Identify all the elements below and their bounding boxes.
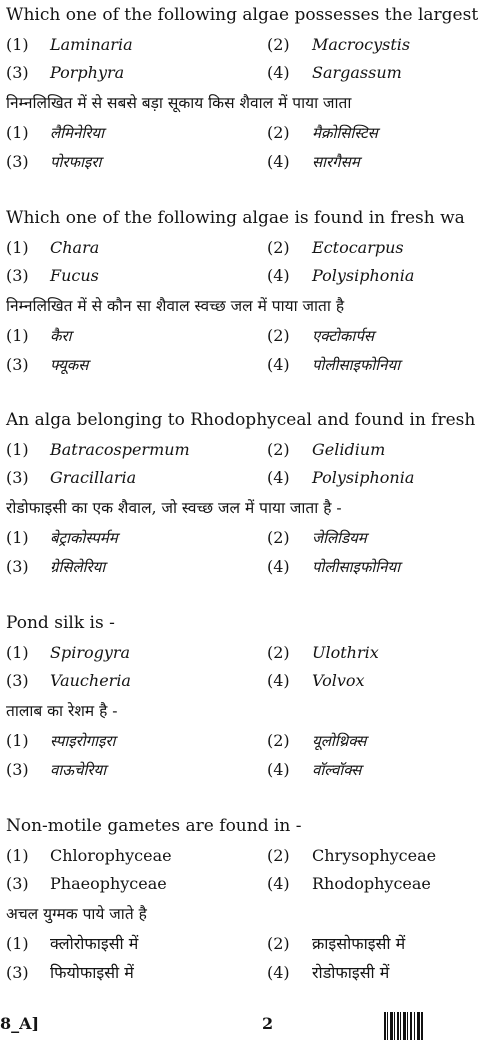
option-number: (1) [6,123,29,142]
option-number: (2) [267,238,290,257]
option-en: Chrysophyceae [312,846,437,865]
option-number: (4) [267,266,290,285]
option-hi: मैक्रोसिस्टिस [312,124,378,142]
option-number: (3) [6,963,29,982]
option-hi: वॉल्वॉक्स [312,761,362,779]
question-text-hi: निम्नलिखित में से सबसे बड़ा सूकाय किस शैवाल में पाया जाता [6,94,352,112]
option-en: Gracillaria [50,468,137,487]
option-number: (4) [267,557,290,576]
option-en: Polysiphonia [312,468,415,487]
option-en: Phaeophyceae [50,874,167,893]
option-en: Rhodophyceae [312,874,431,893]
option-number: (1) [6,326,29,345]
option-hi: फियोफाइसी में [50,963,134,982]
option-number: (4) [267,963,290,982]
option-number: (4) [267,152,290,171]
option-number: (3) [6,63,29,82]
question-text-en: Pond silk is - [6,613,115,633]
option-en: Ulothrix [312,643,379,662]
option-number: (1) [6,440,29,459]
option-number: (4) [267,63,290,82]
option-en: Porphyra [50,63,125,82]
option-hi: एक्टोकार्पस [312,327,374,345]
option-hi: कैरा [50,327,72,345]
option-hi: फ्यूकस [50,356,89,374]
option-hi: लैमिनेरिया [50,124,104,142]
option-hi: बेट्राकोस्पर्मम [50,529,118,547]
question-text-en: An alga belonging to Rhodophyceal and found in fresh [6,410,476,430]
option-number: (3) [6,874,29,893]
option-number: (4) [267,874,290,893]
option-number: (4) [267,468,290,487]
question-text-hi: रोडोफाइसी का एक शैवाल, जो स्वच्छ जल में पाया जाता है - [6,499,342,517]
page-number: 2 [262,1014,274,1033]
option-number: (2) [267,934,290,953]
option-en: Fucus [50,266,99,285]
option-en: Macrocystis [312,35,411,54]
option-number: (4) [267,760,290,779]
option-number: (1) [6,643,29,662]
option-number: (1) [6,846,29,865]
option-en: Batracospermum [50,440,190,459]
option-number: (3) [6,152,29,171]
option-en: Volvox [312,671,365,690]
option-hi: रोडोफाइसी में [312,963,390,982]
option-number: (1) [6,731,29,750]
question-text-en: Non-motile gametes are found in - [6,816,302,836]
option-hi: क्राइसोफाइसी में [312,934,406,953]
question-text-en: Which one of the following algae is found in fresh wa [6,208,465,228]
option-en: Polysiphonia [312,266,415,285]
option-number: (3) [6,760,29,779]
option-number: (2) [267,846,290,865]
option-number: (3) [6,671,29,690]
option-number: (2) [267,440,290,459]
question-text-hi: अचल युग्मक पाये जाते है [6,905,147,923]
option-en: Sargassum [312,63,402,82]
option-hi: पोरफाइरा [50,153,102,171]
option-number: (2) [267,123,290,142]
option-en: Laminaria [50,35,133,54]
barcode-icon [384,1012,424,1040]
option-number: (1) [6,35,29,54]
option-number: (1) [6,934,29,953]
option-number: (2) [267,643,290,662]
option-number: (2) [267,35,290,54]
option-number: (2) [267,326,290,345]
option-hi: यूलोथ्रिक्स [312,732,367,750]
option-hi: पोलीसाइफोनिया [312,558,401,576]
option-number: (1) [6,528,29,547]
option-number: (3) [6,355,29,374]
option-en: Chara [50,238,100,257]
option-hi: ग्रेसिलेरिया [50,558,106,576]
option-number: (1) [6,238,29,257]
option-hi: सारगैसम [312,153,360,171]
option-en: Spirogyra [50,643,131,662]
option-en: Chlorophyceae [50,846,172,865]
option-en: Gelidium [312,440,386,459]
option-en: Ectocarpus [312,238,404,257]
option-number: (2) [267,528,290,547]
option-number: (4) [267,355,290,374]
booklet-code: 8_A] [0,1014,40,1033]
option-hi: स्पाइरोगाइरा [50,732,116,750]
question-text-hi: निम्नलिखित में से कौन सा शैवाल स्वच्छ जल में पाया जाता है [6,297,345,315]
option-en: Vaucheria [50,671,131,690]
option-number: (4) [267,671,290,690]
option-hi: जेलिडियम [312,529,367,547]
option-hi: वाऊचेरिया [50,761,107,779]
question-text-hi: तालाब का रेशम है - [6,702,118,720]
option-number: (3) [6,266,29,285]
option-hi: पोलीसाइफोनिया [312,356,401,374]
question-text-en: Which one of the following algae possesses the largest [6,5,478,25]
option-number: (2) [267,731,290,750]
option-number: (3) [6,468,29,487]
option-number: (3) [6,557,29,576]
option-hi: क्लोरोफाइसी में [50,934,139,953]
